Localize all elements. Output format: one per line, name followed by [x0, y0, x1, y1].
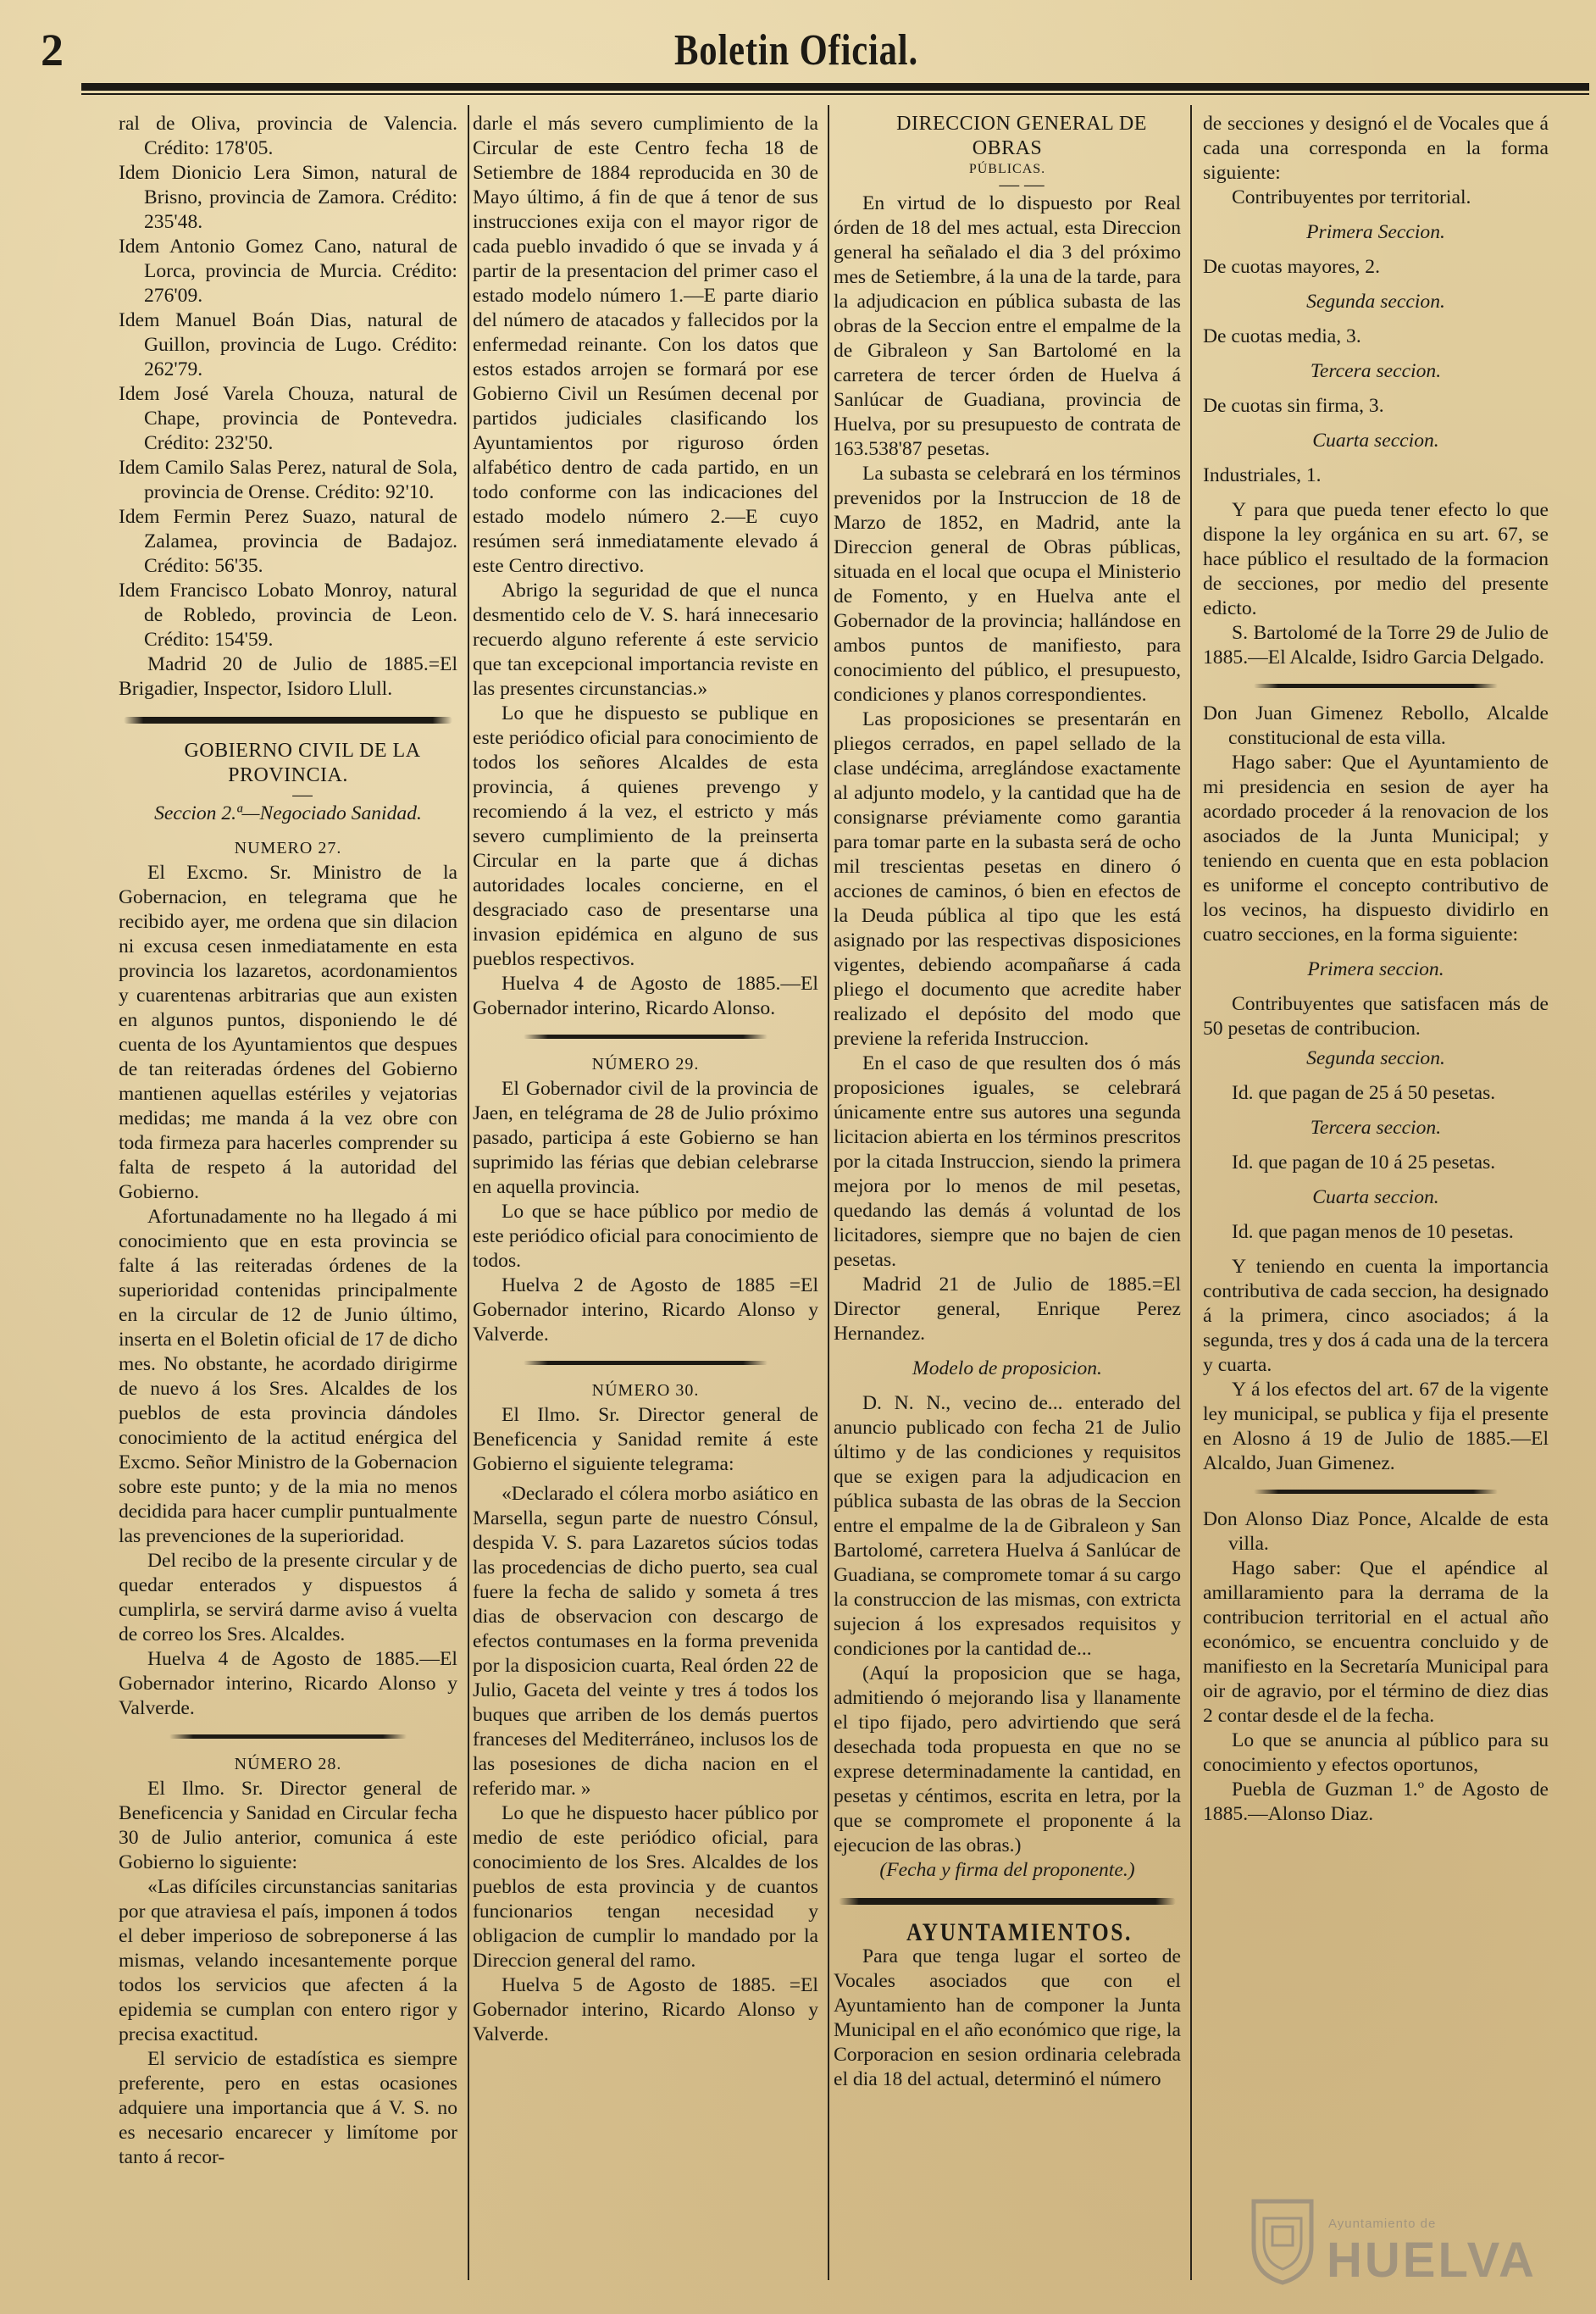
paragraph: Hago saber: Que el apéndice al amillaramiento para la derrama de la contribucion territorial en el actual año económico, se encuentra concluido y de manifiesto en la Secretaría Municipal para oir de agravio, por el término de diez dias 2 contar desde el de la fecha.: [1203, 1557, 1549, 1727]
section-label: Primera seccion.: [1307, 958, 1444, 980]
signature: Madrid 20 de Julio de 1885.=El Brigadier, Inspector, Isidoro Llull.: [119, 653, 457, 700]
section-entry: Id. que pagan de 10 á 25 pesetas.: [1232, 1151, 1496, 1174]
paragraph: Lo que se anuncia al público para su conocimiento y efectos oportunos,: [1203, 1729, 1549, 1776]
paragraph: ral de Oliva, provincia de Valencia. Crédito: 178'05.: [119, 113, 457, 159]
column-divider: [468, 105, 469, 2280]
section-label: Segunda seccion.: [1306, 1047, 1445, 1069]
paper-title: Boletin Oficial.: [674, 26, 918, 75]
section-entry: De cuotas sin firma, 3.: [1203, 395, 1384, 417]
paragraph: El Excmo. Sr. Ministro de la Gobernacion, en telegrama que he recibido ayer, me ordena que sin dilacion ni excusa cesen inmediatamente en esta provincia los lazaretos, acordonamientos y cuarentenas arbitrarias que aun existen en algunos puntos, disponiendo le dé cuenta de los Ayuntamientos que despues de tan reiteradas órdenes del Gobierno mantienen aquellas estériles y vejatorias medidas; me manda á la vez obre con toda firmeza para hacerles comprender su falta de respeto á la autoridad del Gobierno.: [119, 862, 457, 1203]
column-3: [834, 112, 1181, 2314]
section-label: Primera Seccion.: [1306, 221, 1445, 243]
separator: [839, 1898, 1176, 1905]
number-heading: NÚMERO 28.: [234, 1755, 342, 1773]
section-entry: Id. que pagan de 25 á 50 pesetas.: [1232, 1082, 1496, 1104]
section-entry: Industriales, 1.: [1203, 464, 1322, 486]
paragraph: Las proposiciones se presentarán en pliegos cerrados, en papel sellado de la clase undécima, arreglándose exactamente al adjunto modelo, y la cantidad que ha de consignarse préviamente como garantia para tomar parte en la subasta será de ocho mil trescientas pesetas en dinero ó acciones de caminos, ó bien en efectos de la Deuda pública al tipo que les está asignado por las respectivas disposiciones vigentes, debiendo acompañarse á cada pliego el documento que acredite haber realizado el depósito del modo que previene la referida Instruccion.: [834, 708, 1181, 1050]
paragraph: darle el más severo cumplimiento de la Circular de este Centro fecha 18 de Setiembre de 1884 reproducida en 30 de Mayo último, á fin de que á tenor de sus instrucciones exija con el mayor rigor de cada pueblo invadido ó que se invada y á partir de la presentacion del primer caso el estado modelo número 1.—E parte diario del número de atacados y fallecidos por la enfermedad reinante. Con los datos que estos estados arrojen se formará por ese Gobierno Civil un Resúmen decenal por partidos judiciales clasificando los Ayuntamientos por riguroso órden alfabético dentro de cada partido, en un todo conforme con las indicaciones del estado modelo número 2.—E cuyo resúmen será inmediatamente elevado á este Centro directivo.: [473, 113, 818, 577]
paragraph: En el caso de que resulten dos ó más proposiciones iguales, se celebrará únicamente entre sus autores una segunda licitacion abierta en los términos prescritos por la citada Instruccion, siendo la primera mejora por lo menos de mil pesetas, quedando las demás á voluntad de los licitadores, siempre que no bajen de cien pesetas.: [834, 1052, 1181, 1271]
paragraph: Lo que se hace público por medio de este periódico oficial para conocimiento de todos.: [473, 1201, 818, 1272]
paragraph: «Las difíciles circunstancias sanitarias por que atraviesa el país, imponen á todos el deber imperioso de sobreponerse á las mismas, velando incesantemente porque todos los servicios que afecten á la epidemia se cumplan con entero rigor y precisa exactitud.: [119, 1876, 457, 2045]
dash: —: [292, 784, 313, 806]
column-1: [119, 112, 457, 2314]
signature-note: (Fecha y firma del proponente.): [879, 1859, 1135, 1881]
paragraph: Idem Manuel Boán Dias, natural de Guillon, provincia de Lugo. Crédito: 262'79.: [119, 309, 457, 380]
section-heading: GOBIERNO CIVIL DE LA PROVINCIA.: [184, 740, 421, 786]
paragraph: En virtud de lo dispuesto por Real órden de 18 del mes actual, esta Direccion general ha señalado el dia 3 del próximo mes de Setiembre, á la una de la tarde, para la adjudicacion en pública subasta de las obras de la Seccion entre el empalme de la de Gibraleon y San Bartolomé en la carretera de tercer órden de Huelva á Sanlúcar de Guadiana, provincia de Huelva, por su presupuesto de contrata de 163.538'87 pesetas.: [834, 192, 1181, 460]
section-heading-bold: AYUNTAMIENTOS.: [906, 1918, 1133, 1946]
column-2: [473, 112, 818, 2314]
paragraph: Lo que he dispuesto se publique en este periódico oficial para conocimiento de todos los señores Alcaldes de esta provincia, á quienes prevengo y recomiendo á la vez, el estricto y más severo cumplimiento de la preinserta Circular en la parte que á dichas autoridades locales concierne, en el desgraciado caso de presentarse una invasion epidémica en alguno de sus pueblos respectivos.: [473, 702, 818, 970]
paragraph: Idem Francisco Lobato Monroy, natural de Robledo, provincia de Leon. Crédito: 154'59.: [119, 580, 457, 651]
subsection-heading: Seccion 2.ª—Negociado Sanidad.: [154, 802, 422, 824]
section-heading: DIRECCION GENERAL DE OBRAS: [896, 113, 1147, 159]
paragraph: La subasta se celebrará en los términos prevenidos por la Instruccion de 18 de Marzo de 1852, en Madrid, ante la Direccion general de Obras públicas, situada en el local que ocupa el Ministerio de Fomento, y en Huelva ante el Gobernador de la provincia; hallándose en ambos puntos de manifiesto, para conocimiento del público, el presupuesto, condiciones y planos correspondientes.: [834, 463, 1181, 706]
number-heading: NÚMERO 30.: [591, 1381, 700, 1400]
section-entry: Id. que pagan menos de 10 pesetas.: [1232, 1221, 1514, 1243]
signature: Huelva 4 de Agosto de 1885.—El Gobernador interino, Ricardo Alonso y Valverde.: [119, 1648, 457, 1719]
paragraph: Afortunadamente no ha llegado á mi conocimiento que en esta provincia se falte á las reiteradas órdenes de la superioridad contenidas principalmente en la circular de 12 de Junio último, inserta en el Boletin oficial de 17 de dicho mes. No obstante, he acordado dirigirme de nuevo á los Sres. Alcaldes de los pueblos de esta provincia dándoles conocimiento de la actitud enérgica del Excmo. Señor Ministro de la Gobernacion sobre este punto; y de la mia no menos decidida para hacer cumplir puntualmente las prevenciones de la superioridad.: [119, 1206, 457, 1547]
watermark-big-text: HUELVA: [1327, 2233, 1537, 2288]
paragraph: Idem Camilo Salas Perez, natural de Sola, provincia de Orense. Crédito: 92'10.: [119, 457, 457, 503]
number-heading: NUMERO 27.: [234, 839, 342, 857]
section-label: Tercera seccion.: [1310, 1117, 1442, 1139]
paragraph: El Ilmo. Sr. Director general de Beneficencia y Sanidad remite á este Gobierno el siguiente telegrama:: [473, 1404, 818, 1475]
number-heading: NÚMERO 29.: [591, 1055, 700, 1074]
paragraph: El Gobernador civil de la provincia de Jaen, en telégrama de 28 de Julio próximo pasado, participa á este Gobierno se han suprimido las férias que debian celebrarse en aquella provincia.: [473, 1078, 818, 1198]
paragraph: Y para que pueda tener efecto lo que dispone la ley orgánica en su art. 67, se hace público el resultado de la formacion de secciones, por medio del presente edicto.: [1203, 499, 1549, 619]
paragraph: Abrigo la seguridad de que el nunca desmentido celo de V. S. hará innecesario recuerdo alguno referente á este servicio que tan excepcional importancia reviste en las presentes circunstancias.»: [473, 580, 818, 700]
section-entry: De cuotas mayores, 2.: [1203, 256, 1381, 278]
signature: Huelva 4 de Agosto de 1885.—El Gobernador interino, Ricardo Alonso.: [473, 973, 818, 1019]
rule-top-thin: [81, 93, 1589, 95]
section-entry: De cuotas media, 3.: [1203, 325, 1361, 347]
section-label: Tercera seccion.: [1310, 360, 1442, 382]
watermark-small-text: Ayuntamiento de: [1328, 2217, 1437, 2231]
separator: [1254, 684, 1498, 688]
paragraph: Don Juan Gimenez Rebollo, Alcalde constitucional de esta villa.: [1203, 702, 1549, 749]
paragraph: Para que tenga lugar el sorteo de Vocales asociados que con el Ayuntamiento han de componer la Junta Municipal en el año económico que rige, la Corporacion en sesion ordinaria celebrada el dia 18 del actual, determinó el número: [834, 1945, 1181, 2090]
column-4: [1203, 112, 1549, 2314]
section-subheading: PÚBLICAS.: [968, 162, 1046, 176]
paragraph: Idem Dionicio Lera Simon, natural de Brisno, provincia de Zamora. Crédito: 235'48.: [119, 162, 457, 233]
separator: [124, 717, 452, 724]
paragraph: Contribuyentes por territorial.: [1232, 186, 1471, 208]
separator: [1254, 1490, 1498, 1494]
page-number: 2: [41, 25, 64, 75]
signature: Huelva 5 de Agosto de 1885. =El Gobernador interino, Ricardo Alonso y Valverde.: [473, 1974, 818, 2045]
dash: — —: [999, 174, 1045, 196]
signature: Madrid 21 de Julio de 1885.=El Director general, Enrique Perez Hernandez.: [834, 1274, 1181, 1345]
rule-top: [81, 83, 1589, 91]
signature: Huelva 2 de Agosto de 1885 =El Gobernador interino, Ricardo Alonso y Valverde.: [473, 1274, 818, 1346]
paragraph: Idem Fermin Perez Suazo, natural de Zalamea, provincia de Badajoz. Crédito: 56'35.: [119, 506, 457, 577]
section-label: Cuarta seccion.: [1312, 1186, 1439, 1208]
separator: [524, 1035, 768, 1039]
section-entry: Contribuyentes que satisfacen más de 50 pesetas de contribucion.: [1203, 993, 1549, 1040]
paragraph: de secciones y designó el de Vocales que á cada una corresponda en la forma siguiente:: [1203, 113, 1549, 184]
column-divider: [1190, 105, 1192, 2280]
model-heading: Modelo de proposicion.: [912, 1357, 1102, 1379]
paragraph: Idem Antonio Gomez Cano, natural de Lorca, provincia de Murcia. Crédito: 276'09.: [119, 236, 457, 307]
section-label: Cuarta seccion.: [1312, 430, 1439, 452]
paragraph: Hago saber: Que el Ayuntamiento de mi presidencia en sesion de ayer ha acordado proceder á la renovacion de los asociados de la Junta Municipal; y teniendo en cuenta que en esta poblacion es uniforme el concepto contributivo de los vecinos, ha dispuesto dividirlo en cuatro secciones, en la forma siguiente:: [1203, 752, 1549, 946]
paragraph: Idem José Varela Chouza, natural de Chape, provincia de Pontevedra. Crédito: 232'50.: [119, 383, 457, 454]
separator: [169, 1734, 407, 1739]
column-divider: [828, 105, 829, 2280]
paragraph: El Ilmo. Sr. Director general de Beneficencia y Sanidad en Circular fecha 30 de Julio anterior, comunica á este Gobierno lo siguiente:: [119, 1778, 457, 1873]
signature: Y á los efectos del art. 67 de la vigente ley municipal, se publica y fija el presente en Alosno á 19 de Julio de 1885.—El Alcaldo, Juan Gimenez.: [1203, 1379, 1549, 1474]
separator: [524, 1361, 768, 1365]
paragraph: «Declarado el cólera morbo asiático en Marsella, segun parte de nuestro Cónsul, despida V. S. para Lazaretos súcios todas las procedencias de dicho puerto, sea cual fuere la fecha de salido y someta á tres dias de observacion con descargo de efectos contumases en la forma prevenida por la disposicion cuarta, Real órden 22 de Julio, Gaceta del veinte y tres á todos los buques que arriben de los demás puertos franceses del Mediterráneo, inclusos los de las posesiones de dicha nacion en el referido mar. »: [473, 1483, 818, 1800]
paragraph: (Aquí la proposicion que se haga, admitiendo ó mejorando lisa y llanamente el tipo fijado, pero advirtiendo que será desechada toda propuesta en que no se exprese determinadamente la cantidad, en pesetas y céntimos, escrita en letra, por la que se compromete el proponente á la ejecucion de las obras.): [834, 1662, 1181, 1856]
section-label: Segunda seccion.: [1306, 291, 1445, 313]
watermark-logo: [1247, 2193, 1537, 2300]
paragraph: Lo que he dispuesto hacer público por medio de este periódico oficial, para conocimiento de los Sres. Alcaldes de los pueblos de esta provincia y de cuantos funcionarios tengan necesidad y obligacion de cumplir lo mandado por la Direccion general del ramo.: [473, 1802, 818, 1972]
signature: Puebla de Guzman 1.º de Agosto de 1885.—Alonso Diaz.: [1203, 1779, 1549, 1825]
signature: S. Bartolomé de la Torre 29 de Julio de 1885.—El Alcalde, Isidro Garcia Delgado.: [1203, 622, 1549, 669]
paragraph: El servicio de estadística es siempre preferente, pero en estas ocasiones adquiere una importancia que á V. S. no es necesario encarecer y limítome por tanto á recor-: [119, 2048, 457, 2168]
paragraph: Don Alonso Diaz Ponce, Alcalde de esta villa.: [1203, 1508, 1549, 1555]
shield-icon: [1247, 2193, 1318, 2286]
paragraph: Y teniendo en cuenta la importancia contributiva de cada seccion, ha designado á la primera, cinco asociados; á la segunda, tres y dos á cada una de la tercera y cuarta.: [1203, 1256, 1549, 1376]
paragraph: D. N. N., vecino de... enterado del anuncio publicado con fecha 21 de Julio último y de las condiciones y requisitos que se exigen para la adjudicacion en pública subasta de las obras de la Seccion entre el empalme de la de Gibraleon y San Bartolomé, carretera Huelva á Sanlúcar de Guadiana, se compromete tomar á su cargo la construccion de las mismas, con extricta sujecion á los expresados requisitos y condiciones por la cantidad de...: [834, 1392, 1181, 1660]
paragraph: Del recibo de la presente circular y de quedar enterados y dispuestos á cumplirla, se servirá darme aviso á vuelta de correo los Sres. Alcaldes.: [119, 1550, 457, 1645]
